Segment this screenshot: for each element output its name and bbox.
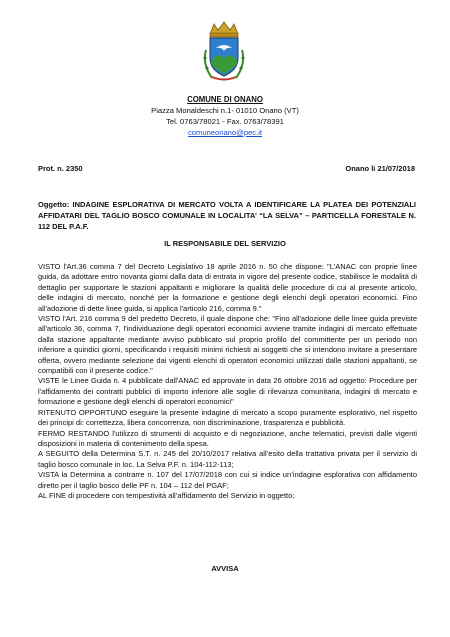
responsible-heading: IL RESPONSABILE DEL SERVIZIO xyxy=(164,239,286,248)
paragraph-visto-art216: VISTO l'Art. 216 comma 9 del predetto Decreto, il quale dispone che: "Fino all'adozione delle linee guida previste all'articolo 36, comma 7, l'individuazione degli operatori economici avviene tramite indagini di mercato effettuate dalla stazione appaltante mediante avviso pubblicato sul proprio profilo del committente per un periodo non inferiore a quindici giorni, specificando i requisiti minimi richiesti ai soggetti che si intendono invitare a presentare offerta, ovvero mediante selezione dai vigenti elenchi di operatori economici utilizzati dalle stazioni appaltanti, se compatibili con il presente codice." xyxy=(38,314,417,376)
paragraph-vista-determina: VISTA la Determina a contrarre n. 107 del 17/07/2018 con cui si indice un’indagine esplorativa con affidamento diretto per il taglio bosco delle PF n. 104 – 112 del PGAF; xyxy=(38,470,417,490)
municipality-email-link[interactable]: comuneonano@pec.it xyxy=(188,128,262,137)
avvisa-heading: AVVISA xyxy=(211,564,239,573)
paragraph-ritenuto-opportuno: RITENUTO OPPORTUNO eseguire la presente indagine di mercato a scopo puramente esplorativo, nel rispetto dei principi di: correttezza, libera concorrenza, non discriminazione, trasparenza e pubblicità. xyxy=(38,407,417,428)
municipality-title: COMUNE DI ONANO xyxy=(187,95,263,104)
document-body xyxy=(38,262,417,501)
municipality-phone-fax: Tel. 0763/78021 - Fax. 0763/78391 xyxy=(166,117,284,126)
municipality-address: Piazza Monaldeschi n.1- 01010 Onano (VT) xyxy=(151,106,299,115)
subject-line: Oggetto: INDAGINE ESPLORATIVA DI MERCATO VOLTA A IDENTIFICARE LA PLATEA DEI POTENZIALI AFFIDATARI DEL TAGLIO BOSCO COMUNALE IN LOCALITA’ “LA SELVA” – PARTICELLA FORESTALE N. 112 DEL P.A.F. xyxy=(38,200,416,231)
document-date: Onano li 21/07/2018 xyxy=(345,164,415,173)
paragraph-visto-art36: VISTO l'Art.36 comma 7 del Decreto Legislativo 18 aprile 2016 n. 50 che dispone: "L'ANAC con proprie linee guida, da adottare entro novanta giorni dalla data di entrata in vigore del presente codice, stabilisce le modalità di dettaglio per supportare le stazioni appaltanti e migliorare la qualità delle procedure di cui al presente articolo, delle indagini di mercato, nonché per la formazione e gestione degli elenchi degli operatori economici. Fino all'adozione di dette linee guida, si applica l'articolo 216, comma 9." xyxy=(38,262,417,313)
paragraph-al-fine: AL FINE di procedere con tempestività all’affidamento del Servizio in oggetto; xyxy=(38,490,295,500)
paragraph-a-seguito: A SEGUITO della Determina S.T. n. 245 del 20/10/2017 relativa all’esito della trattativa privata per il servizio di taglio bosco comunale in loc. La Selva P.F. n. 104-112-113; xyxy=(38,449,417,469)
paragraph-viste-linee-guida: VISTE le Linee Guida n. 4 pubblicate dall'ANAC ed approvate in data 26 ottobre 2016 ad oggetto: Procedure per l'affidamento dei contratti pubblici di importo inferiore alle soglie di rilevanza comunitaria, indagini di mercato e formazione e gestione degli elenchi di operatori economici" xyxy=(38,376,417,407)
paragraph-fermo-restando: FERMO RESTANDO l'utilizzo di strumenti di acquisto e di negoziazione, anche telematici, previsti dalle vigenti disposizioni in materia di contenimento della spesa. xyxy=(38,428,417,448)
protocol-number: Prot. n. 2350 xyxy=(38,164,83,173)
municipal-crest-icon xyxy=(200,20,248,84)
